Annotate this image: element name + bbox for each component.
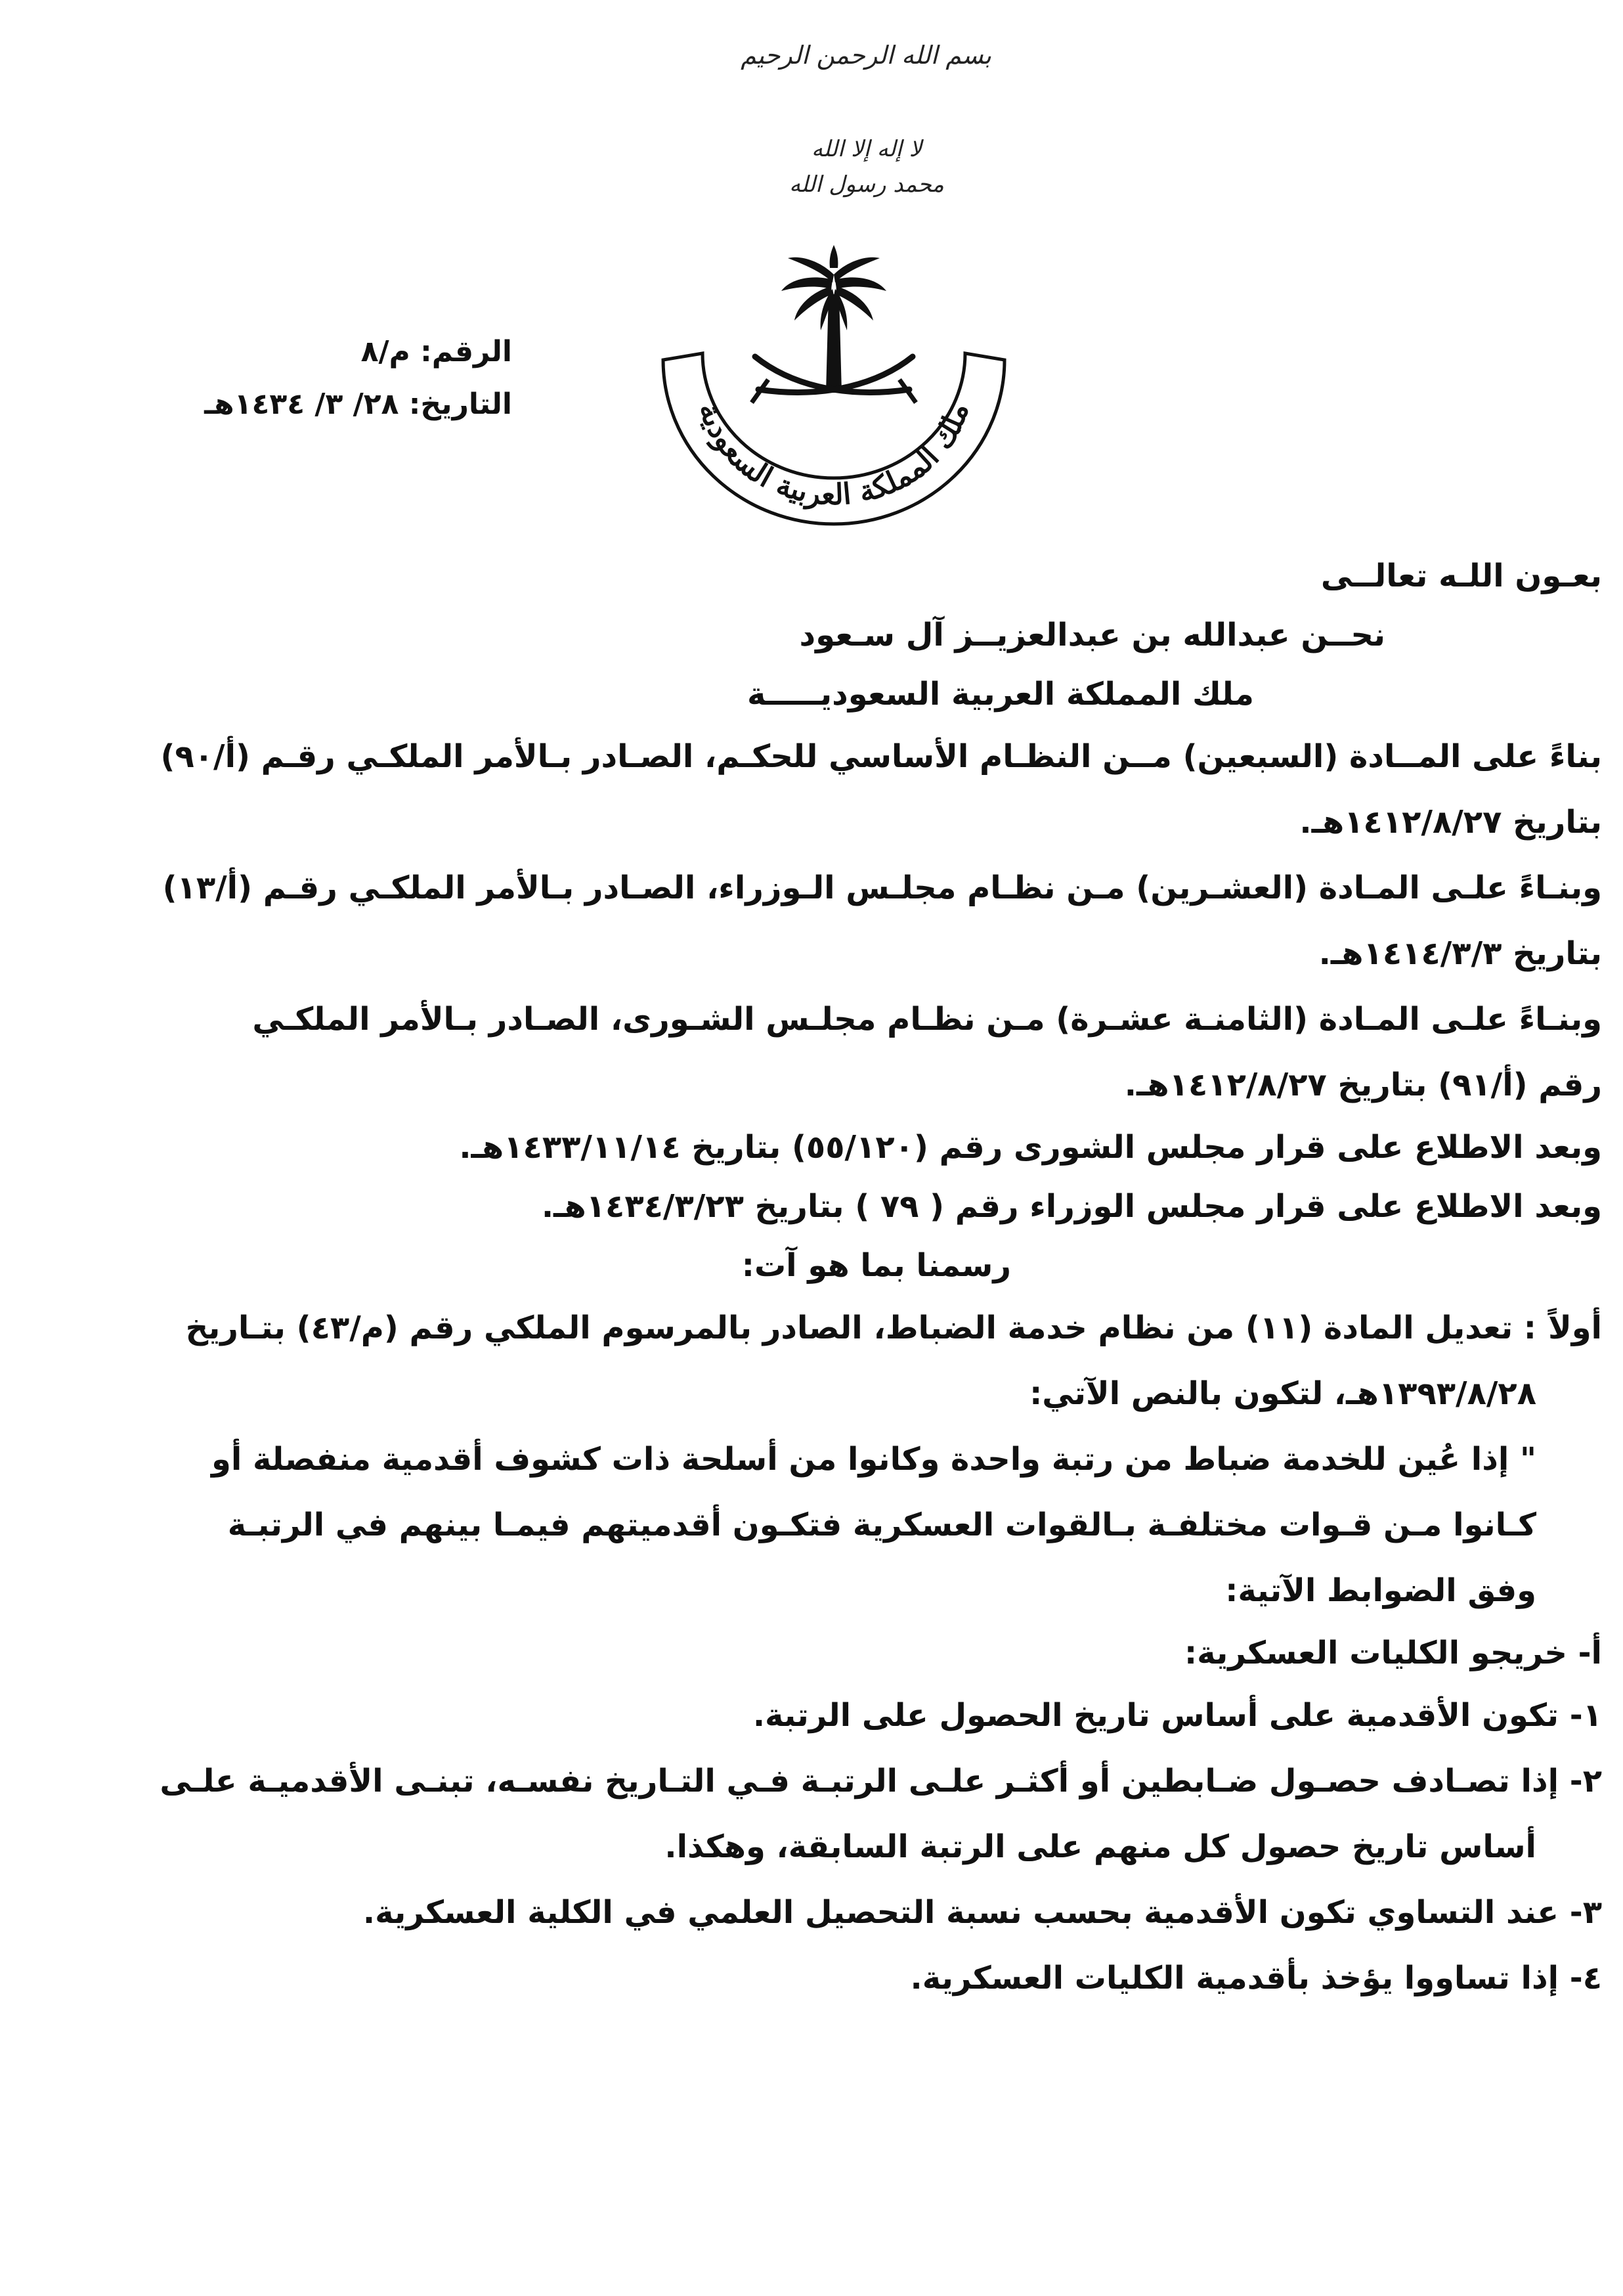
decree-statement: رسمنا بما هو آت:	[741, 1247, 1011, 1284]
article-first-label: أولاً	[1547, 1310, 1602, 1346]
decree-body	[118, 546, 1602, 2011]
article-first-line-2: ١٣٩٣/٨/٢٨هـ، لتكون بالنص الآتي:	[1029, 1375, 1536, 1412]
reference-date	[158, 378, 512, 431]
list-item-4: ٤- إذا تساووا يؤخذ بأقدمية الكليات العسكرية.	[910, 1960, 1602, 1997]
preamble-1-line-1: بناءً على المــادة (السبعين) مــن النظـام الأساسي للحكـم، الصـادر بـالأمر الملكـي رقـم (أ/٩٠)	[160, 738, 1602, 775]
list-item-2-line-2: أساس تاريخ حصول كل منهم على الرتبة السابقة، وهكذا.	[664, 1828, 1536, 1865]
preamble-2-line-2: بتاريخ ١٤١٤/٣/٣هـ.	[1318, 935, 1602, 972]
royal-emblem	[657, 242, 1011, 531]
list-item-2-line-1: ٢- إذا تصـادف حصـول ضـابطين أو أكثـر علـى الرتبـة فـي التـاريخ نفسـه، تبنـى الأقدميـة علـى	[160, 1763, 1602, 1799]
list-item-1: ١- تكون الأقدمية على أساس تاريخ الحصول على الرتبة.	[752, 1697, 1602, 1734]
king-name-line: نحــن عبدالله بن عبدالعزيــز آل سـعود	[799, 617, 1385, 653]
article-first-line-1	[118, 1295, 1602, 1361]
preamble-4: وبعد الاطلاع على قرار مجلس الشورى رقم (٥٥/١٢٠) بتاريخ ١٤٣٣/١١/١٤هـ.	[459, 1129, 1602, 1166]
shahada-line-1: لا إله إلا الله	[812, 136, 922, 162]
quote-line-1: " إذا عُين للخدمة ضباط من رتبة واحدة وكانوا من أسلحة ذات كشوف أقدمية منفصلة أو	[211, 1441, 1536, 1478]
article-first-text: : تعديل المادة (١١) من نظام خدمة الضباط، الصادر بالمرسوم الملكي رقم (م/٤٣) بتـاريخ	[185, 1310, 1536, 1346]
quote-line-3: وفق الضوابط الآتية:	[1225, 1572, 1536, 1609]
quote-line-2: كـانوا مـن قـوات مختلفـة بـالقوات العسكرية فتكـون أقدميتهم فيمـا بينهم في الرتبـة	[227, 1507, 1536, 1543]
preamble-3-line-2: رقم (أ/٩١) بتاريخ ١٤١٢/٨/٢٧هـ.	[1124, 1067, 1602, 1103]
preamble-1-line-2: بتاريخ ١٤١٢/٨/٢٧هـ.	[1299, 804, 1602, 841]
list-item-3: ٣- عند التساوي تكون الأقدمية بحسب نسبة التحصيل العلمي في الكلية العسكرية.	[362, 1894, 1602, 1931]
reference-block	[158, 326, 512, 431]
shahada-calligraphy	[788, 131, 945, 223]
date-label: التاريخ:	[408, 387, 512, 421]
preamble-5: وبعد الاطلاع على قرار مجلس الوزراء رقم ( ٧٩ ) بتاريخ ١٤٣٤/٣/٢٣هـ.	[541, 1188, 1602, 1225]
basmala-calligraphy: بسم الله الرحمن الرحيم	[741, 41, 991, 70]
reference-number	[158, 326, 512, 378]
number-label: الرقم:	[420, 335, 512, 368]
preamble-3-line-1: وبنـاءً علـى المـادة (الثامنـة عشـرة) مـن نظـام مجلـس الشـورى، الصـادر بـالأمر الملكـي	[252, 1001, 1602, 1038]
opening-line: بعـون اللـه تعالــى	[1320, 558, 1602, 594]
king-title-line: ملك المملكة العربية السعوديـــــة	[747, 676, 1254, 713]
preamble-2-line-1: وبنـاءً علـى المـادة (العشـرين) مـن نظـام مجلـس الـوزراء، الصـادر بـالأمر الملكـي رقـم (أ/١٣)	[162, 870, 1602, 906]
seal-text: ملك المملكة العربية السعودية	[692, 399, 976, 512]
shahada-line-2: محمد رسول الله	[789, 171, 944, 198]
palm-swords-emblem-icon	[657, 242, 1011, 531]
date-value: ٢٨/ ٣/ ١٤٣٤هـ	[204, 387, 399, 421]
number-value: م/٨	[360, 335, 410, 368]
section-a-heading: أ- خريجو الكليات العسكرية:	[1184, 1635, 1602, 1671]
